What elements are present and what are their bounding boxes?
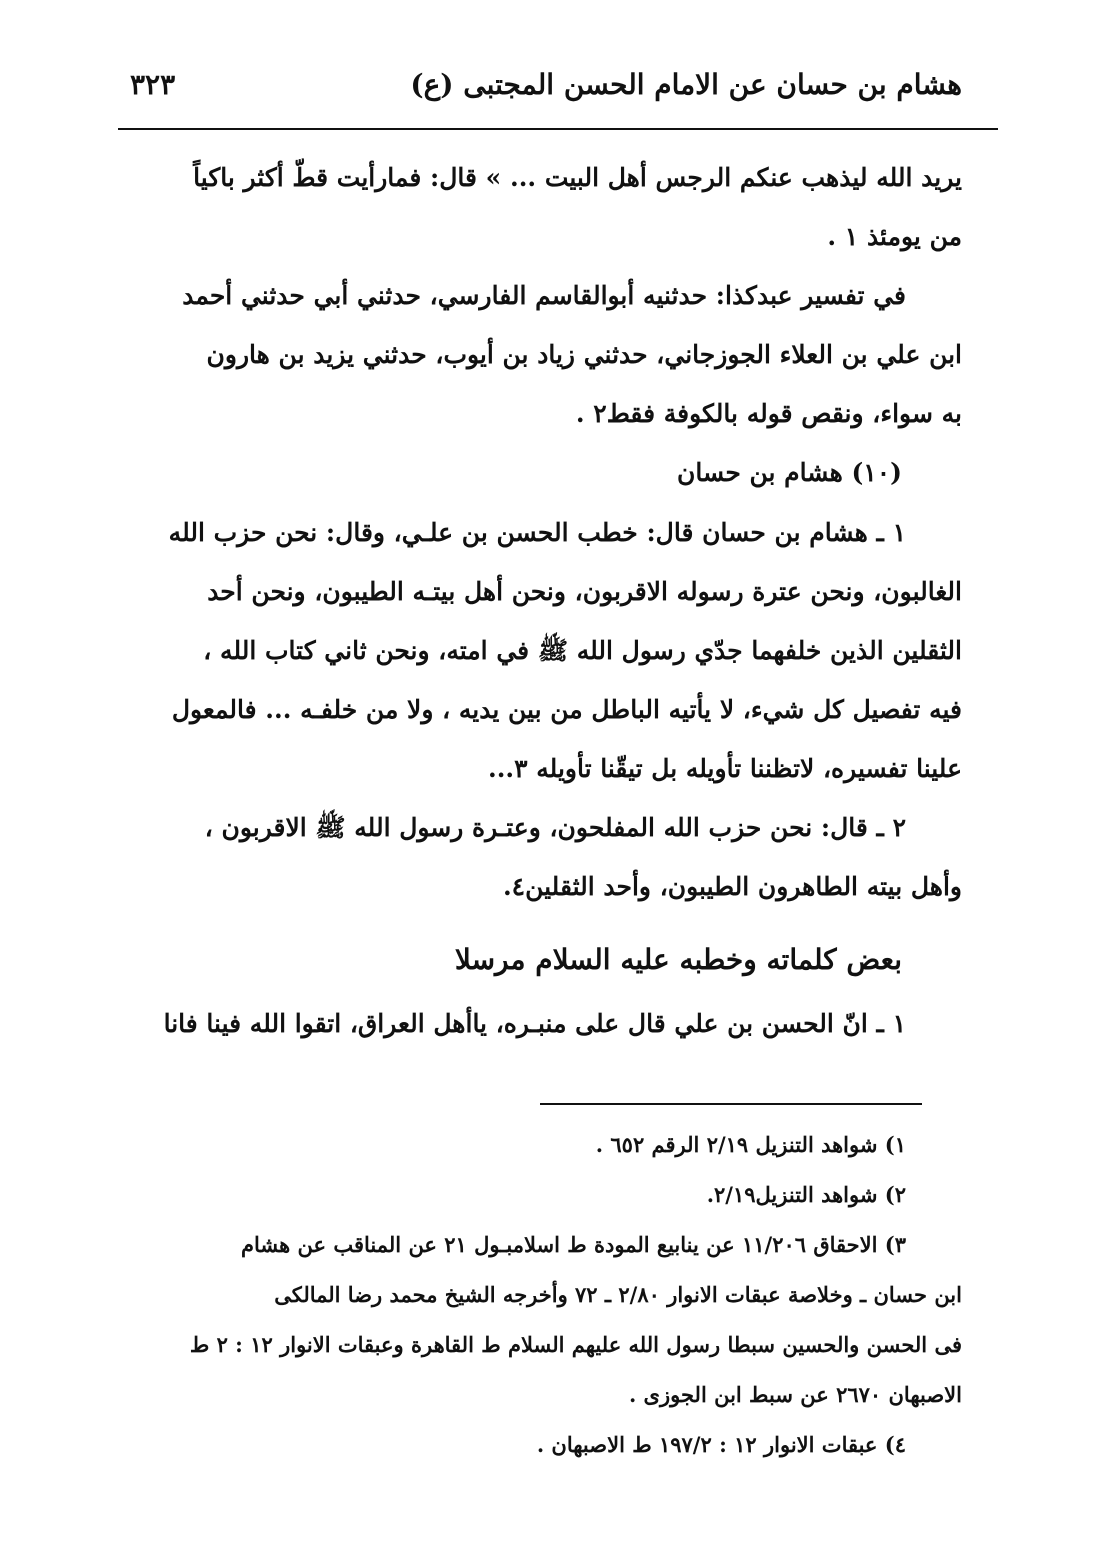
footnote: ٣) الاحقاق ١١/٢٠٦ عن ينابيع المودة ط اسلامبـول ٢١ عن المناقب عن هشام: [241, 1232, 906, 1257]
text-line: ١ ـ انّ الحسن بن علي قال على منبـره، ياأهل العراق، اتقوا الله فينا فانا: [163, 1009, 906, 1038]
footnote: ابن حسان ـ وخلاصة عبقات الانوار ٢/٨٠ ـ ٧٢ وأخرجه الشيخ محمد رضا المالكى: [274, 1282, 962, 1307]
text-line: علينا تفسيره، لاتظننا تأويله بل تيقّنا تأويله ٣...: [488, 754, 962, 783]
page-number: ٣٢٣: [130, 68, 176, 101]
text-line: الغالبون، ونحن عترة رسوله الاقربون، ونحن أهل بيتـه الطيبون، ونحن أحد: [207, 577, 962, 606]
text-line: وأهل بيته الطاهرون الطيبون، وأحد الثقلين٤.: [502, 872, 962, 901]
text-line: الثقلين الذين خلفهما جدّي رسول الله ﷺ في امته، ونحن ثاني كتاب الله ،: [203, 636, 962, 665]
text-line: به سواء، ونقص قوله بالكوفة فقط٢ .: [575, 399, 962, 428]
section-heading: (١٠) هشام بن حسان: [677, 458, 902, 487]
footnote: فى الحسن والحسين سبطا رسول الله عليهم السلام ط القاهرة وعبقات الانوار ١٢ : ٢ ط: [189, 1332, 962, 1357]
footnote: ١) شواهد التنزيل ٢/١٩ الرقم ٦٥٢ .: [595, 1132, 906, 1157]
main-text: [142, 148, 962, 1053]
text-line: يريد الله ليذهب عنكم الرجس أهل البيت ... » قال: فمارأيت قطّ أكثر باكياً: [193, 163, 962, 192]
text-line: ١ ـ هشام بن حسان قال: خطب الحسن بن علـي، وقال: نحن حزب الله: [168, 518, 906, 547]
spacer: [142, 916, 962, 926]
running-title: هشام بن حسان عن الامام الحسن المجتبى (ع): [410, 68, 962, 101]
footnote: ٢) شواهد التنزيل٢/١٩.: [706, 1182, 906, 1207]
text-line: ٢ ـ قال: نحن حزب الله المفلحون، وعتـرة رسول الله ﷺ الاقربون ،: [204, 813, 906, 842]
header-rule: [118, 128, 998, 130]
chapter-heading: بعض كلماته وخطبه عليه السلام مرسلا: [454, 943, 902, 976]
text-line: ابن علي بن العلاء الجوزجاني، حدثني زياد بن أيوب، حدثني يزيد بن هارون: [206, 340, 962, 369]
text-line: في تفسير عبدكذا: حدثنيه أبوالقاسم الفارسي، حدثني أبي حدثني أحمد: [182, 281, 906, 310]
page-header: [130, 68, 962, 118]
footnote: ٤) عبقات الانوار ١٢ : ١٩٧/٢ ط الاصبهان .: [536, 1432, 906, 1457]
footnote: الاصبهان ٢٦٧٠ عن سبط ابن الجوزى .: [628, 1382, 962, 1407]
footnotes: [130, 1120, 962, 1470]
text-line: فيه تفصيل كل شيء، لا يأتيه الباطل من بين يديه ، ولا من خلفـه ... فالمعول: [171, 695, 962, 724]
text-line: من يومئذ ١ .: [827, 222, 962, 251]
footnote-rule: [540, 1103, 922, 1105]
